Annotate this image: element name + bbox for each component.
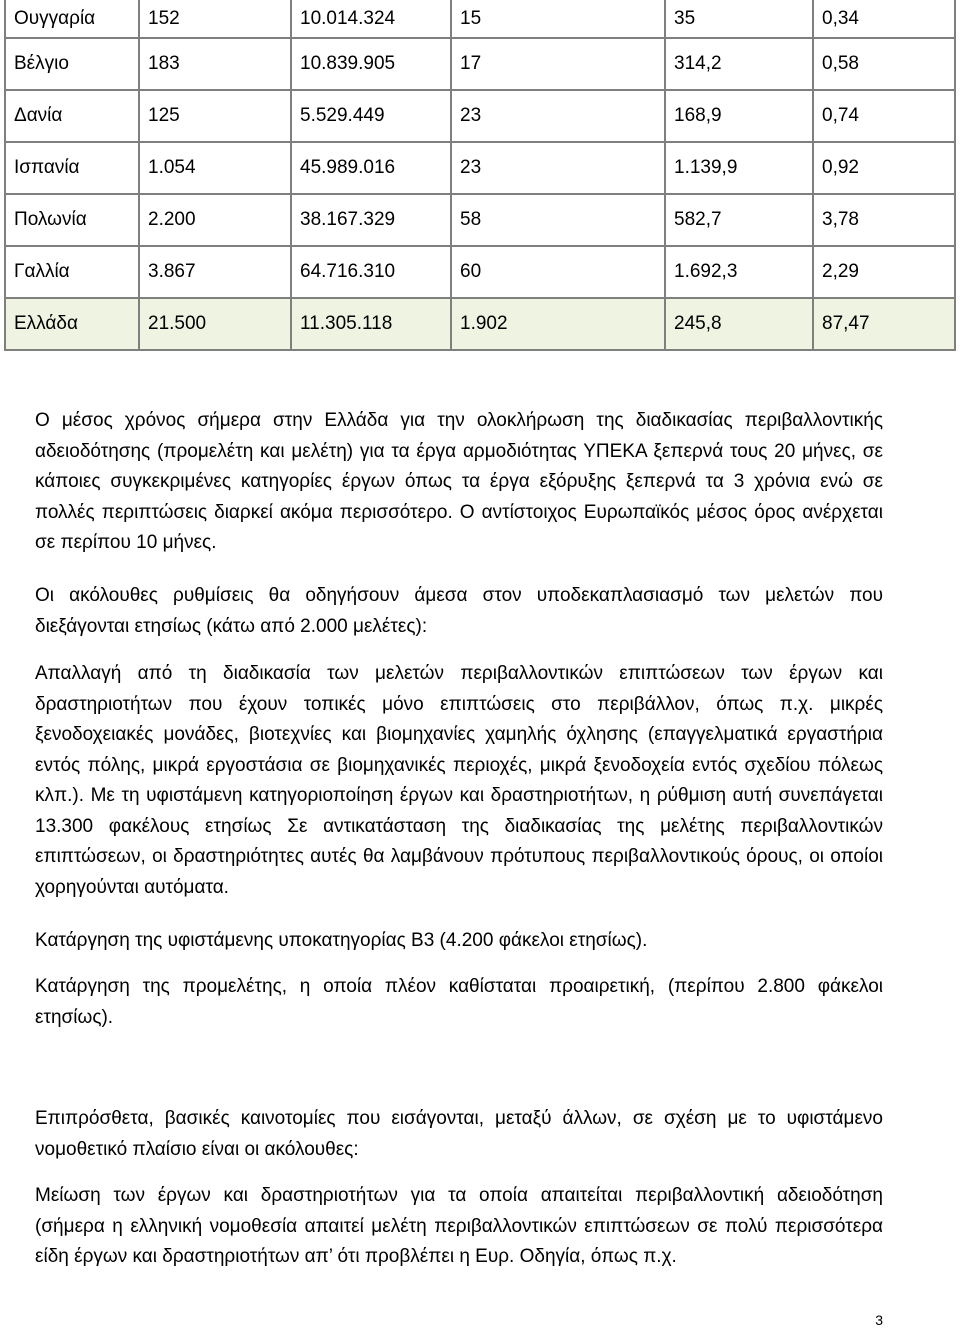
table-row [5,194,955,246]
country-cell: Γαλλία [5,246,139,298]
projects-cell: 152 [139,0,291,38]
population-cell: 10.014.324 [291,0,451,38]
per-million-cell: 17 [451,38,665,90]
area-cell: 168,9 [665,90,813,142]
table-row [5,142,955,194]
ratio-cell: 0,58 [813,38,955,90]
projects-cell: 125 [139,90,291,142]
ratio-cell: 0,34 [813,0,955,38]
area-cell: 35 [665,0,813,38]
per-million-cell: 1.902 [451,298,665,350]
projects-cell: 1.054 [139,142,291,194]
country-cell: Δανία [5,90,139,142]
projects-cell: 2.200 [139,194,291,246]
page-number: 3 [875,1312,883,1328]
projects-cell: 21.500 [139,298,291,350]
population-cell: 45.989.016 [291,142,451,194]
population-cell: 64.716.310 [291,246,451,298]
paragraph-exemption-local-impact: Απαλλαγή από τη διαδικασία των μελετών περιβαλλοντικών επιπτώσεων των έργων και δραστηριοτήτων που έχουν τοπικές μόνο επιπτώσεις στο περιβάλλον, όπως π.χ. μικρές ξενοδοχειακές μονάδες, βιοτεχνίες και βιομηχανίες χαμηλής όχλησης (επαγγελματικά εργαστήρια εντός πόλης, μικρά εργοστάσια σε βιομηχανικές περιοχές, μικρά ξενοδοχεία εντός σχεδίου πόλεως κλπ.). Με τη υφιστάμενη κατηγοριοποίηση έργων και δραστηριοτήτων, η ρύθμιση αυτή συνεπάγεται 13.300 φακέλους ετησίως Σε αντικατάσταση της διαδικασίας της μελέτης περιβαλλοντικών επιπτώσεων, οι δραστηριότητες αυτές θα λαμβάνουν πρότυπους περιβαλλοντικούς όρους, οι οποίοι χορηγούνται αυτόματα. [35,663,883,898]
population-cell: 38.167.329 [291,194,451,246]
projects-cell: 3.867 [139,246,291,298]
country-cell: Πολωνία [5,194,139,246]
table-row [5,0,955,38]
population-cell: 5.529.449 [291,90,451,142]
table-body [5,0,955,350]
per-million-cell: 23 [451,142,665,194]
population-cell: 10.839.905 [291,38,451,90]
per-million-cell: 60 [451,246,665,298]
paragraph-following-regulations: Οι ακόλουθες ρυθμίσεις θα οδηγήσουν άμεσα στον υποδεκαπλασιασμό των μελετών που διεξάγονται ετησίως (κάτω από 2.000 μελέτες): [35,585,883,637]
ratio-cell: 0,92 [813,142,955,194]
paragraph-abolish-preliminary-study: Κατάργηση της προμελέτης, η οποία πλέον καθίσταται προαιρετική, (περίπου 2.800 φάκελοι ετησίως). [35,976,883,1028]
population-cell: 11.305.118 [291,298,451,350]
country-cell: Βέλγιο [5,38,139,90]
ratio-cell: 3,78 [813,194,955,246]
paragraph-reduce-projects: Μείωση των έργων και δραστηριοτήτων για τα οποία απαιτείται περιβαλλοντική αδειοδότηση (σήμερα η ελληνική νομοθεσία απαιτεί μελέτη περιβαλλοντικών επιπτώσεων σε πολύ περισσότερα είδη έργων και δραστηριοτήτων απ’ ότι προβλέπει η Ευρ. Οδηγία, όπως π.χ. [35,1185,883,1267]
country-cell: Ουγγαρία [5,0,139,38]
paragraph-average-permit-time: Ο μέσος χρόνος σήμερα στην Ελλάδα για την ολοκλήρωση της διαδικασίας περιβαλλοντικής αδειοδότησης (προμελέτη και μελέτη) για τα έργα αρμοδιότητας ΥΠΕΚΑ ξεπερνά τους 20 μήνες, σε κάποιες συγκεκριμένες κατηγορίες έργων όπως τα έργα εξόρυξης ξεπερνά τα 3 χρόνια ενώ σε πολλές περιπτώσεις διαρκεί ακόμα περισσότερο. Ο αντίστοιχος Ευρωπαϊκός μέσος όρος ανέρχεται σε περίπου 10 μήνες. [35,410,883,553]
area-cell: 1.139,9 [665,142,813,194]
country-statistics-table [4,0,956,351]
table-row [5,38,955,90]
country-cell: Ελλάδα [5,298,139,350]
paragraph-abolish-b3: Κατάργηση της υφιστάμενης υποκατηγορίας Β3 (4.200 φάκελοι ετησίως). [35,930,648,951]
area-cell: 582,7 [665,194,813,246]
paragraph-key-innovations: Επιπρόσθετα, βασικές καινοτομίες που εισάγονται, μεταξύ άλλων, σε σχέση με το υφιστάμενο νομοθετικό πλαίσιο είναι οι ακόλουθες: [35,1108,883,1160]
area-cell: 314,2 [665,38,813,90]
ratio-cell: 87,47 [813,298,955,350]
table-row [5,298,955,350]
per-million-cell: 58 [451,194,665,246]
per-million-cell: 15 [451,0,665,38]
country-cell: Ισπανία [5,142,139,194]
table-row [5,246,955,298]
ratio-cell: 2,29 [813,246,955,298]
ratio-cell: 0,74 [813,90,955,142]
area-cell: 245,8 [665,298,813,350]
projects-cell: 183 [139,38,291,90]
table-row [5,90,955,142]
per-million-cell: 23 [451,90,665,142]
area-cell: 1.692,3 [665,246,813,298]
